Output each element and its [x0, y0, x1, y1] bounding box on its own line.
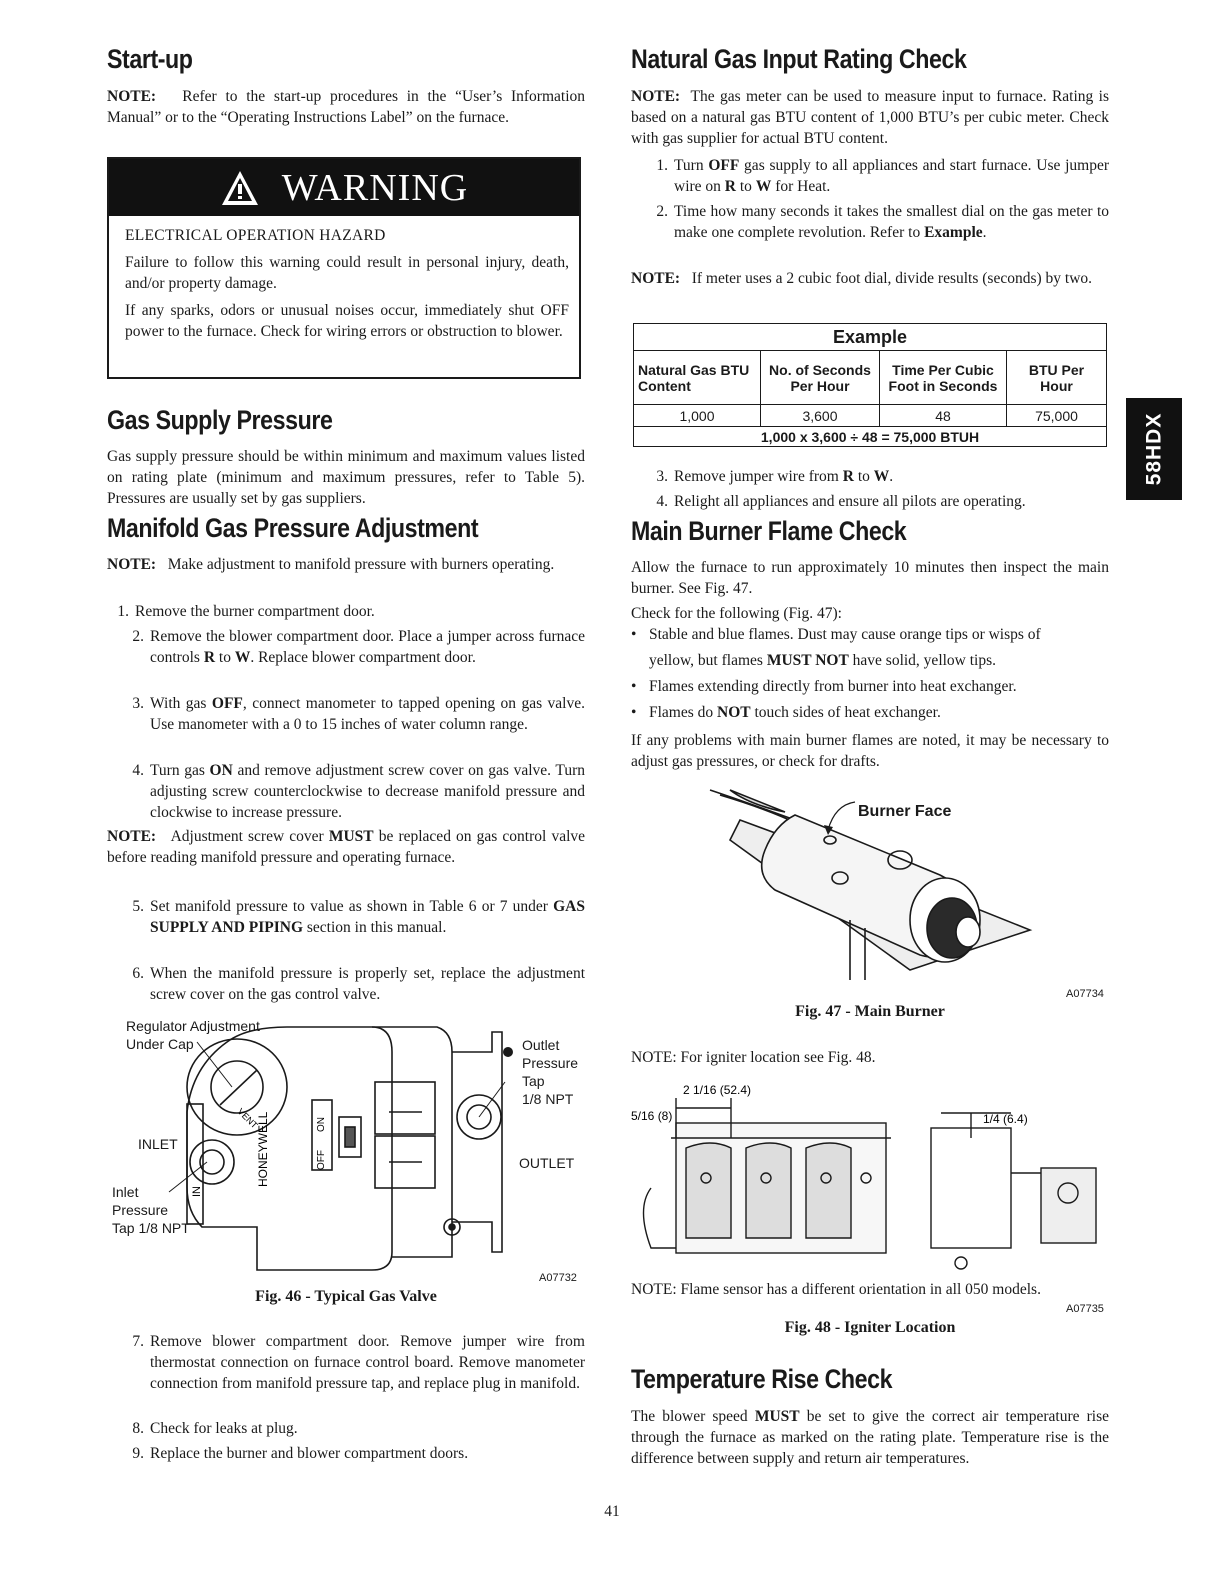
natural-gas-note: NOTE: The gas meter can be used to measure input to furnace. Rating is based on a natural gas BTU content of 1,000 BTU’s per cubic meter. Check with gas supplier for actual BTU content. [631, 88, 1109, 147]
warning-box [107, 157, 581, 379]
step-text: Turn gas ON and remove adjustment screw cover on gas valve. Turn adjusting screw counterclockwise to decrease manifold pressure and clockwise to increase pressure. [150, 762, 585, 821]
list-item [646, 491, 1109, 512]
gas-supply-text: Gas supply pressure should be within minimum and maximum values listed on rating plate (minimum and maximum pressures, refer to Table 5). Pressures are usually set by gas suppliers. [107, 448, 585, 507]
startup-note-text: Refer to the start-up procedures in the “User’s Information Manual” or to the “Operating Instructions Label” on the furnace. [107, 88, 586, 126]
manifold-note-2: NOTE: Adjustment screw cover MUST be replaced on gas control valve before reading manifold pressure and operating furnace. [107, 828, 586, 866]
burner-face-label: Burner Face [858, 803, 952, 820]
step-number: 2. [656, 203, 668, 220]
manifold-note-1 [107, 554, 585, 575]
note-label: NOTE: [107, 556, 157, 573]
fig48-caption: Fig. 48 - Igniter Location [784, 1319, 956, 1336]
warning-header [109, 159, 579, 216]
warning-text-2: If any sparks, odors or unusual noises occur, immediately shut OFF power to the furnace. Check for wiring errors or obstruction to blower. [125, 302, 569, 340]
startup-note [107, 86, 585, 128]
list-item [122, 1443, 585, 1464]
step-number: 2. [132, 628, 144, 645]
example-formula: 1,000 x 3,600 ÷ 48 = 75,000 BTUH [634, 427, 1107, 447]
table-cell: 48 [880, 405, 1007, 427]
step-text: Remove blower compartment door. Remove jumper wire from thermostat connection on furnace control board. Remove manometer connection from manifold pressure tap, and replace plug in manifold. [150, 1333, 585, 1392]
fig46-caption: Fig. 46 - Typical Gas Valve [255, 1288, 437, 1305]
example-table-title: Example [634, 324, 1107, 351]
flame-check-text-3: If any problems with main burner flames are noted, it may be necessary to adjust gas pressures, or check for drafts. [631, 732, 1109, 770]
natural-gas-heading: Natural Gas Input Rating Check [631, 44, 967, 74]
bullet-icon: • [631, 626, 637, 643]
step-text: Relight all appliances and ensure all pilots are operating. [674, 493, 1026, 510]
list-item [122, 760, 585, 823]
honeywell-label: HONEYWELL [256, 1111, 270, 1187]
startup-heading: Start-up [107, 44, 193, 74]
warning-triangle-icon [220, 168, 260, 208]
step-number: 1. [656, 157, 668, 174]
bullet-icon: • [631, 704, 637, 721]
list-item [122, 1331, 585, 1415]
dim-1-label: 2 1/16 (52.4) [683, 1083, 752, 1097]
in-label: IN [191, 1186, 203, 1197]
list-item: • Flames do NOT touch sides of heat exchanger. [631, 700, 1109, 726]
manifold-note-1-text: Make adjustment to manifold pressure with burners operating. [167, 556, 555, 573]
flame-check-text-1: Allow the furnace to run approximately 10 minutes then inspect the main burner. See Fig. 47. [631, 559, 1109, 597]
step-text: Remove jumper wire from R to W. [674, 468, 894, 485]
fig48-note-bottom: NOTE: Flame sensor has a different orientation in all 050 models. [631, 1281, 1041, 1298]
flame-check-heading: Main Burner Flame Check [631, 516, 907, 546]
dim-2-label: 5/16 (8) [631, 1109, 673, 1123]
step-number: 9. [132, 1445, 144, 1462]
table-header: Natural Gas BTU Content [634, 351, 761, 405]
step-text: Turn OFF gas supply to all appliances and start furnace. Use jumper wire on R to W for Heat. [674, 157, 1110, 195]
table-cell: 1,000 [634, 405, 761, 427]
warning-hazard: ELECTRICAL OPERATION HAZARD [125, 227, 386, 244]
step-text: Replace the burner and blower compartment doors. [150, 1445, 469, 1462]
list-item: • Flames extending directly from burner into heat exchanger. [631, 674, 1109, 700]
step-text: Remove the blower compartment door. Place a jumper across furnace controls R to W. Replace blower compartment door. [150, 628, 585, 666]
table-cell: 75,000 [1007, 405, 1107, 427]
regulator-label: Regulator Adjustment Under Cap [126, 1018, 260, 1052]
list-item [646, 155, 1109, 197]
fig48-note-top: NOTE: For igniter location see Fig. 48. [631, 1049, 876, 1066]
step-text: Check for leaks at plug. [150, 1420, 298, 1437]
natural-gas-note-2: NOTE: If meter uses a 2 cubic foot dial, divide results (seconds) by two. [631, 270, 1093, 287]
table-header: No. of Seconds Per Hour [761, 351, 880, 405]
step-number: 4. [656, 493, 668, 510]
note-label: NOTE: [107, 88, 157, 105]
note-label: NOTE: [107, 828, 157, 845]
inlet-label: INLET [138, 1136, 178, 1152]
warning-body [125, 225, 569, 348]
table-header: BTU Per Hour [1007, 351, 1107, 405]
step-text: Time how many seconds it takes the smallest dial on the gas meter to make one complete revolution. Refer to Example. [674, 203, 1109, 241]
step-number: 1. [117, 603, 129, 620]
step-number: 8. [132, 1420, 144, 1437]
outlet-label: OUTLET [519, 1155, 575, 1171]
list-item [646, 201, 1109, 264]
example-table [633, 323, 1107, 447]
list-item [122, 693, 585, 756]
step-number: 3. [132, 695, 144, 712]
step-number: 4. [132, 762, 144, 779]
list-item [107, 601, 585, 622]
flame-check-text-2: Check for the following (Fig. 47): [631, 605, 842, 622]
igniter-location-diagram [631, 1078, 1111, 1278]
list-item [122, 896, 585, 959]
note-label: NOTE: [631, 270, 681, 287]
step-text: With gas OFF, connect manometer to tapped opening on gas valve. Use manometer with a 0 to 15 inches of water column range. [150, 695, 585, 733]
fig46-code: A07732 [539, 1272, 577, 1284]
step-number: 5. [132, 898, 144, 915]
list-item: • Stable and blue flames. Dust may cause orange tips or wisps of yellow, but flames MUST NOT have solid, yellow tips. [631, 622, 1109, 674]
note-label: NOTE: [631, 88, 681, 105]
step-text: Set manifold pressure to value as shown in Table 6 or 7 under GAS SUPPLY AND PIPING section in this manual. [150, 898, 585, 936]
page-number: 41 [604, 1503, 620, 1520]
on-label: ON [316, 1117, 327, 1132]
table-cell: 3,600 [761, 405, 880, 427]
list-item [646, 466, 1109, 487]
list-item [122, 626, 585, 689]
fig47-caption: Fig. 47 - Main Burner [795, 1003, 945, 1020]
step-text: Remove the burner compartment door. [135, 603, 375, 620]
step-number: 6. [132, 965, 144, 982]
list-item [122, 1418, 585, 1439]
outlet-pressure-label: Outlet Pressure Tap 1/8 NPT [522, 1037, 579, 1107]
list-item [122, 963, 585, 1005]
fig48-code: A07735 [1066, 1303, 1104, 1315]
step-text: When the manifold pressure is properly set, replace the adjustment screw cover on the gas control valve. [150, 965, 585, 1003]
model-side-tab: 58HDX [1126, 398, 1182, 500]
gas-supply-heading: Gas Supply Pressure [107, 405, 333, 435]
warning-title: WARNING [281, 166, 469, 209]
temp-rise-text: The blower speed MUST be set to give the correct air temperature rise through the furnace as marked on the rating plate. Temperature rise is the difference between supply and return air temperatures. [631, 1408, 1109, 1467]
temp-rise-heading: Temperature Rise Check [631, 1364, 893, 1394]
fig47-code: A07734 [1066, 988, 1104, 1000]
manifold-heading: Manifold Gas Pressure Adjustment [107, 513, 479, 543]
bullet-icon: • [631, 678, 637, 695]
gas-valve-diagram [107, 1012, 585, 1290]
off-label: OFF [316, 1150, 327, 1170]
dim-3-label: 1/4 (6.4) [983, 1112, 1028, 1126]
vent-label: VENT [235, 1106, 260, 1131]
step-number: 3. [656, 468, 668, 485]
warning-text-1: Failure to follow this warning could result in personal injury, death, and/or property damage. [125, 254, 569, 292]
step-number: 7. [132, 1333, 144, 1350]
inlet-pressure-tap-label: Inlet Pressure Tap 1/8 NPT [112, 1184, 190, 1236]
table-header: Time Per Cubic Foot in Seconds [880, 351, 1007, 405]
